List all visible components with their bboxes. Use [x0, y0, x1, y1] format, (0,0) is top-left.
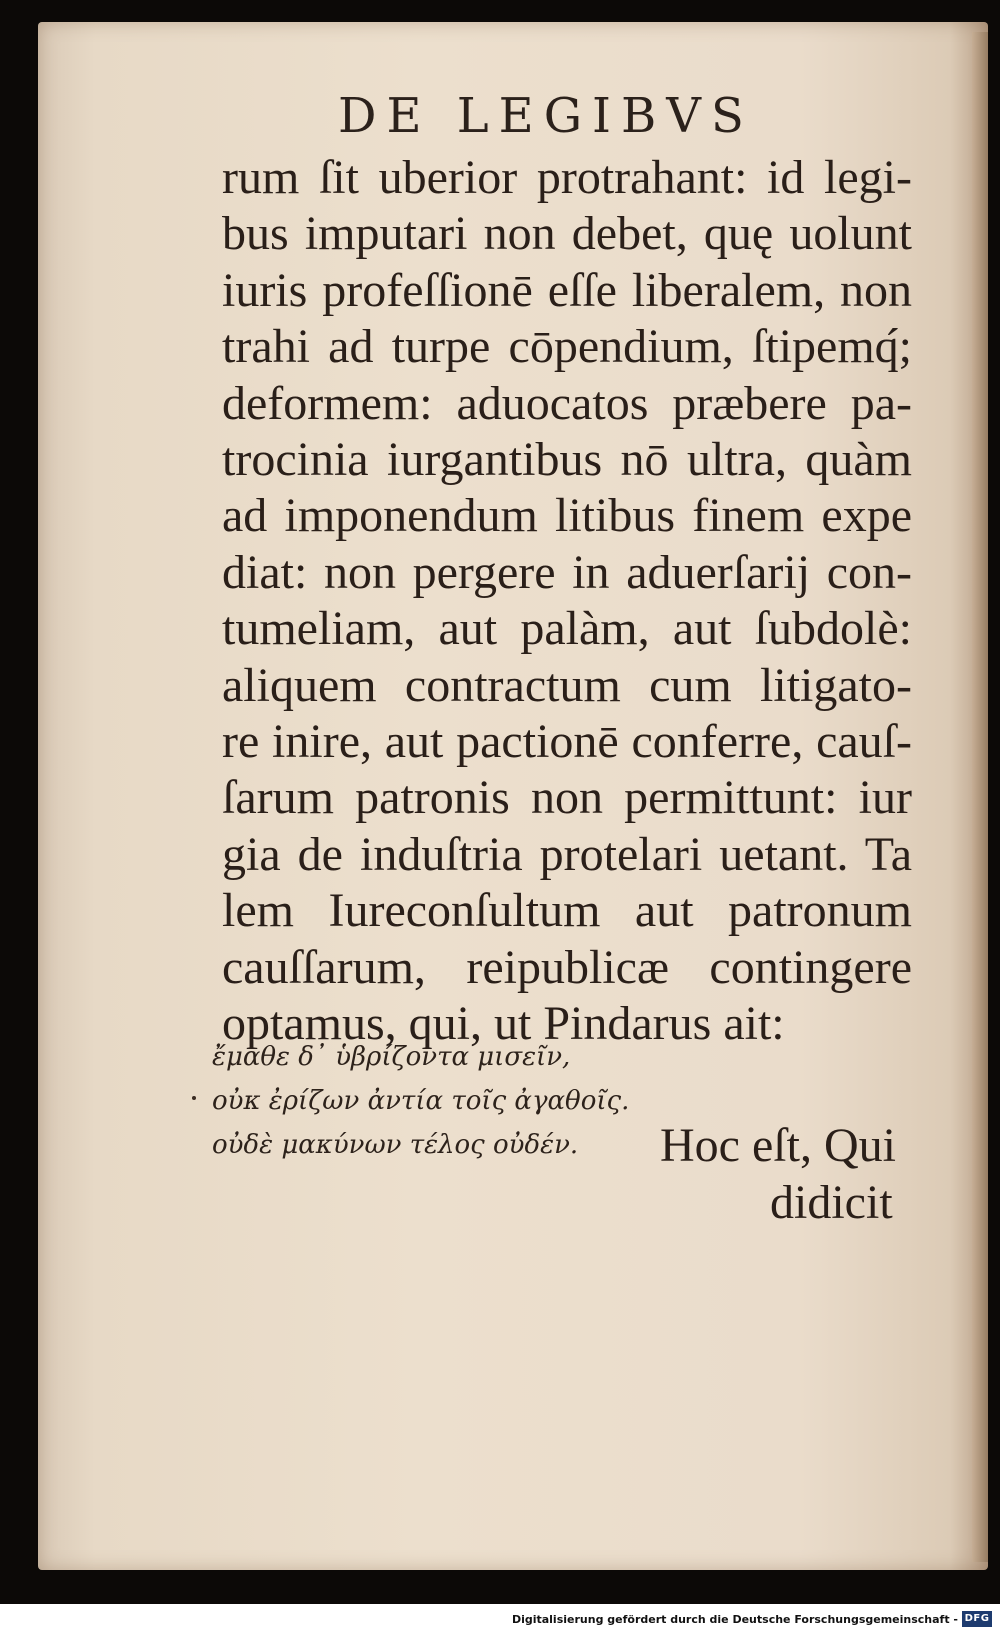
body-line: tumeliam, aut palàm, aut ſubdolè:	[222, 602, 912, 656]
body-line: trahi ad turpe cōpendium, ſtipemq́;	[222, 320, 912, 374]
body-line: gia de induſtria protelari uetant. Ta	[222, 827, 912, 881]
footer-credit: Digitalisierung gefördert durch die Deutsche Forschungsgemeinschaft -	[511, 1613, 958, 1626]
body-line: iuris profeſſionē eſſe liberalem, non	[222, 263, 912, 317]
body-line: rum ſit uberior protrahant: id legi-	[222, 151, 912, 204]
body-line: cauſſarum, reipublicæ contingere	[222, 940, 912, 994]
body-line: lem Iureconſultum aut patronum	[222, 884, 912, 938]
body-text	[222, 150, 912, 1053]
margin-dot	[192, 1096, 196, 1100]
body-line: diat: non pergere in aduerſarij con-	[222, 545, 912, 599]
body-line: trocinia iurgantibus nō ultra, quàm	[222, 433, 912, 487]
greek-line: ἔμαθε δ᾽ ὑβρίζοντα μισεῖν,	[212, 1042, 571, 1072]
body-line: ad imponendum litibus finem expe	[222, 489, 912, 543]
greek-quotation	[212, 1035, 682, 1167]
body-line: ſarum patronis non permittunt: iur	[222, 771, 912, 825]
body-line: deformem: aduocatos præbere pa-	[222, 376, 912, 430]
translation-start: Hoc eſt, Qui	[660, 1119, 896, 1172]
dfg-logo[interactable]: DFG	[962, 1611, 992, 1627]
body-line: bus imputari non debet, quę uolunt	[222, 207, 912, 261]
greek-line: οὐδὲ μακύνων τέλος οὐδέν.	[212, 1130, 579, 1160]
body-line: optamus, qui, ut Pindarus ait:	[222, 997, 785, 1051]
greek-line: οὐκ ἐρίζων ἀντία τοῖς ἀγαθοῖς.	[212, 1086, 630, 1116]
digitization-footer	[0, 1604, 1000, 1635]
body-line: aliquem contractum cum litigato-	[222, 658, 912, 712]
running-head: DE LEGIBVS	[338, 88, 754, 144]
page-edge-shadow	[972, 32, 988, 1562]
body-line: re inire, aut pactionē conferre, cauſ-	[222, 715, 912, 769]
catchword: didicit	[770, 1176, 893, 1229]
